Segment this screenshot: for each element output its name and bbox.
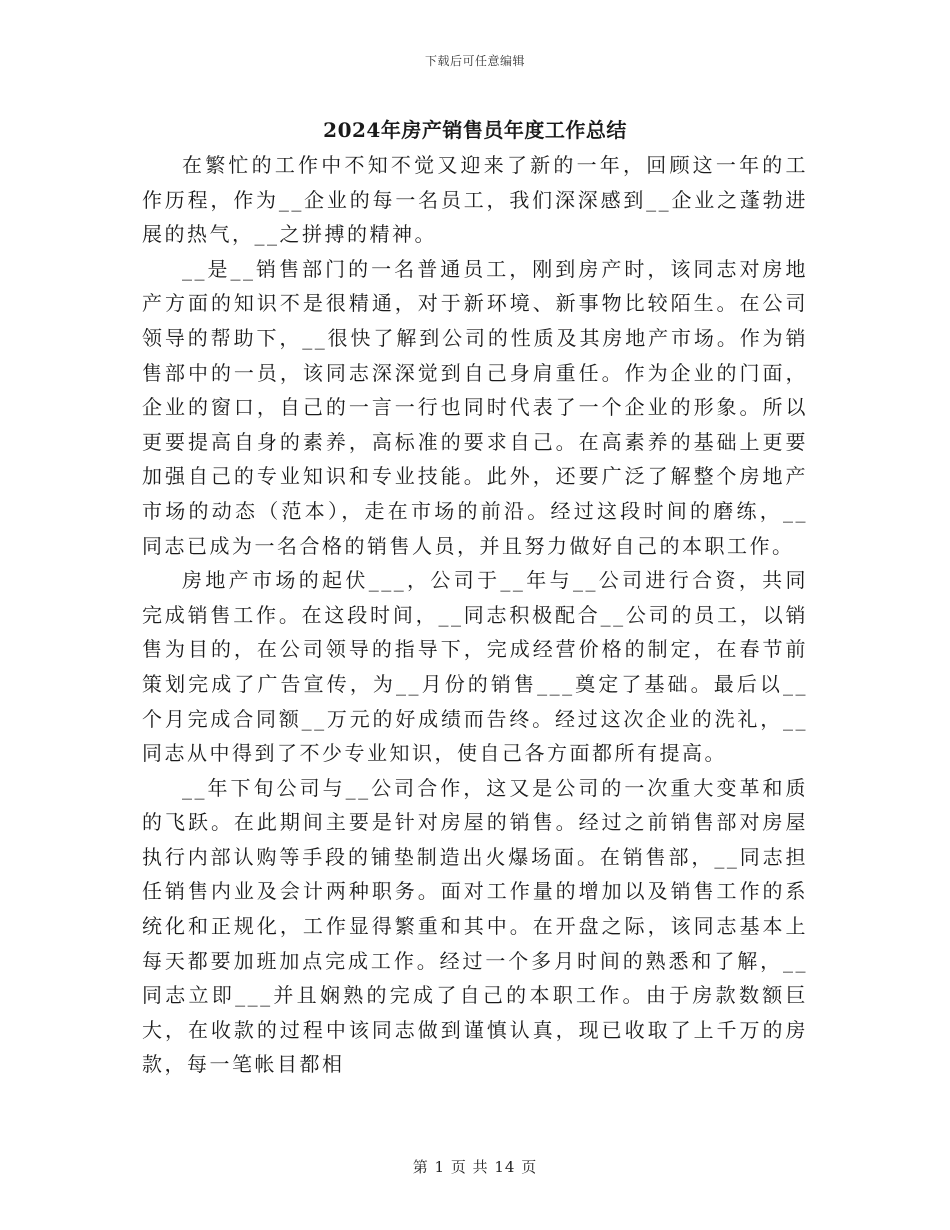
document-title: 2024年房产销售员年度工作总结 <box>323 118 627 142</box>
document-body <box>142 148 808 1082</box>
page-number: 第 1 页 共 14 页 <box>412 1158 538 1176</box>
paragraph-1: 在繁忙的工作中不知不觉又迎来了新的一年，回顾这一年的工作历程，作为__企业的每一名员工，我们深深感到__企业之蓬勃进展的热气，__之拼搏的精神。 <box>142 153 808 247</box>
paragraph-3: 房地产市场的起伏___，公司于__年与__公司进行合资，共同完成销售工作。在这段时间，__同志积极配合__公司的员工，以销售为目的，在公司领导的指导下，完成经营价格的制定，在春节前策划完成了广告宣传，为__月份的销售___奠定了基础。最后以__个月完成合同额__万元的好成绩而告终。经过这次企业的洗礼，__同志从中得到了不少专业知识，使自己各方面都所有提高。 <box>142 568 808 766</box>
paragraph-4: __年下旬公司与__公司合作，这又是公司的一次重大变革和质的飞跃。在此期间主要是针对房屋的销售。经过之前销售部对房屋执行内部认购等手段的铺垫制造出火爆场面。在销售部，__同志担任销售内业及会计两种职务。面对工作量的增加以及销售工作的系统化和正规化，工作显得繁重和其中。在开盘之际，该同志基本上每天都要加班加点完成工作。经过一个多月时间的熟悉和了解，__同志立即___并且娴熟的完成了自己的本职工作。由于房款数额巨大，在收款的过程中该同志做到谨慎认真，现已收取了上千万的房款，每一笔帐目都相 <box>142 775 808 1077</box>
paragraph-2: __是__销售部门的一名普通员工，刚到房产时，该同志对房地产方面的知识不是很精通，对于新环境、新事物比较陌生。在公司领导的帮助下，__很快了解到公司的性质及其房地产市场。作为销售部中的一员，该同志深深觉到自己身肩重任。作为企业的门面，企业的窗口，自己的一言一行也同时代表了一个企业的形象。所以更要提高自身的素养，高标准的要求自己。在高素养的基础上更要加强自己的专业知识和专业技能。此外，还要广泛了解整个房地产市场的动态（范本），走在市场的前沿。经过这段时间的磨练，__同志已成为一名合格的销售人员，并且努力做好自己的本职工作。 <box>142 256 808 558</box>
page-header-note: 下载后可任意编辑 <box>424 54 525 68</box>
